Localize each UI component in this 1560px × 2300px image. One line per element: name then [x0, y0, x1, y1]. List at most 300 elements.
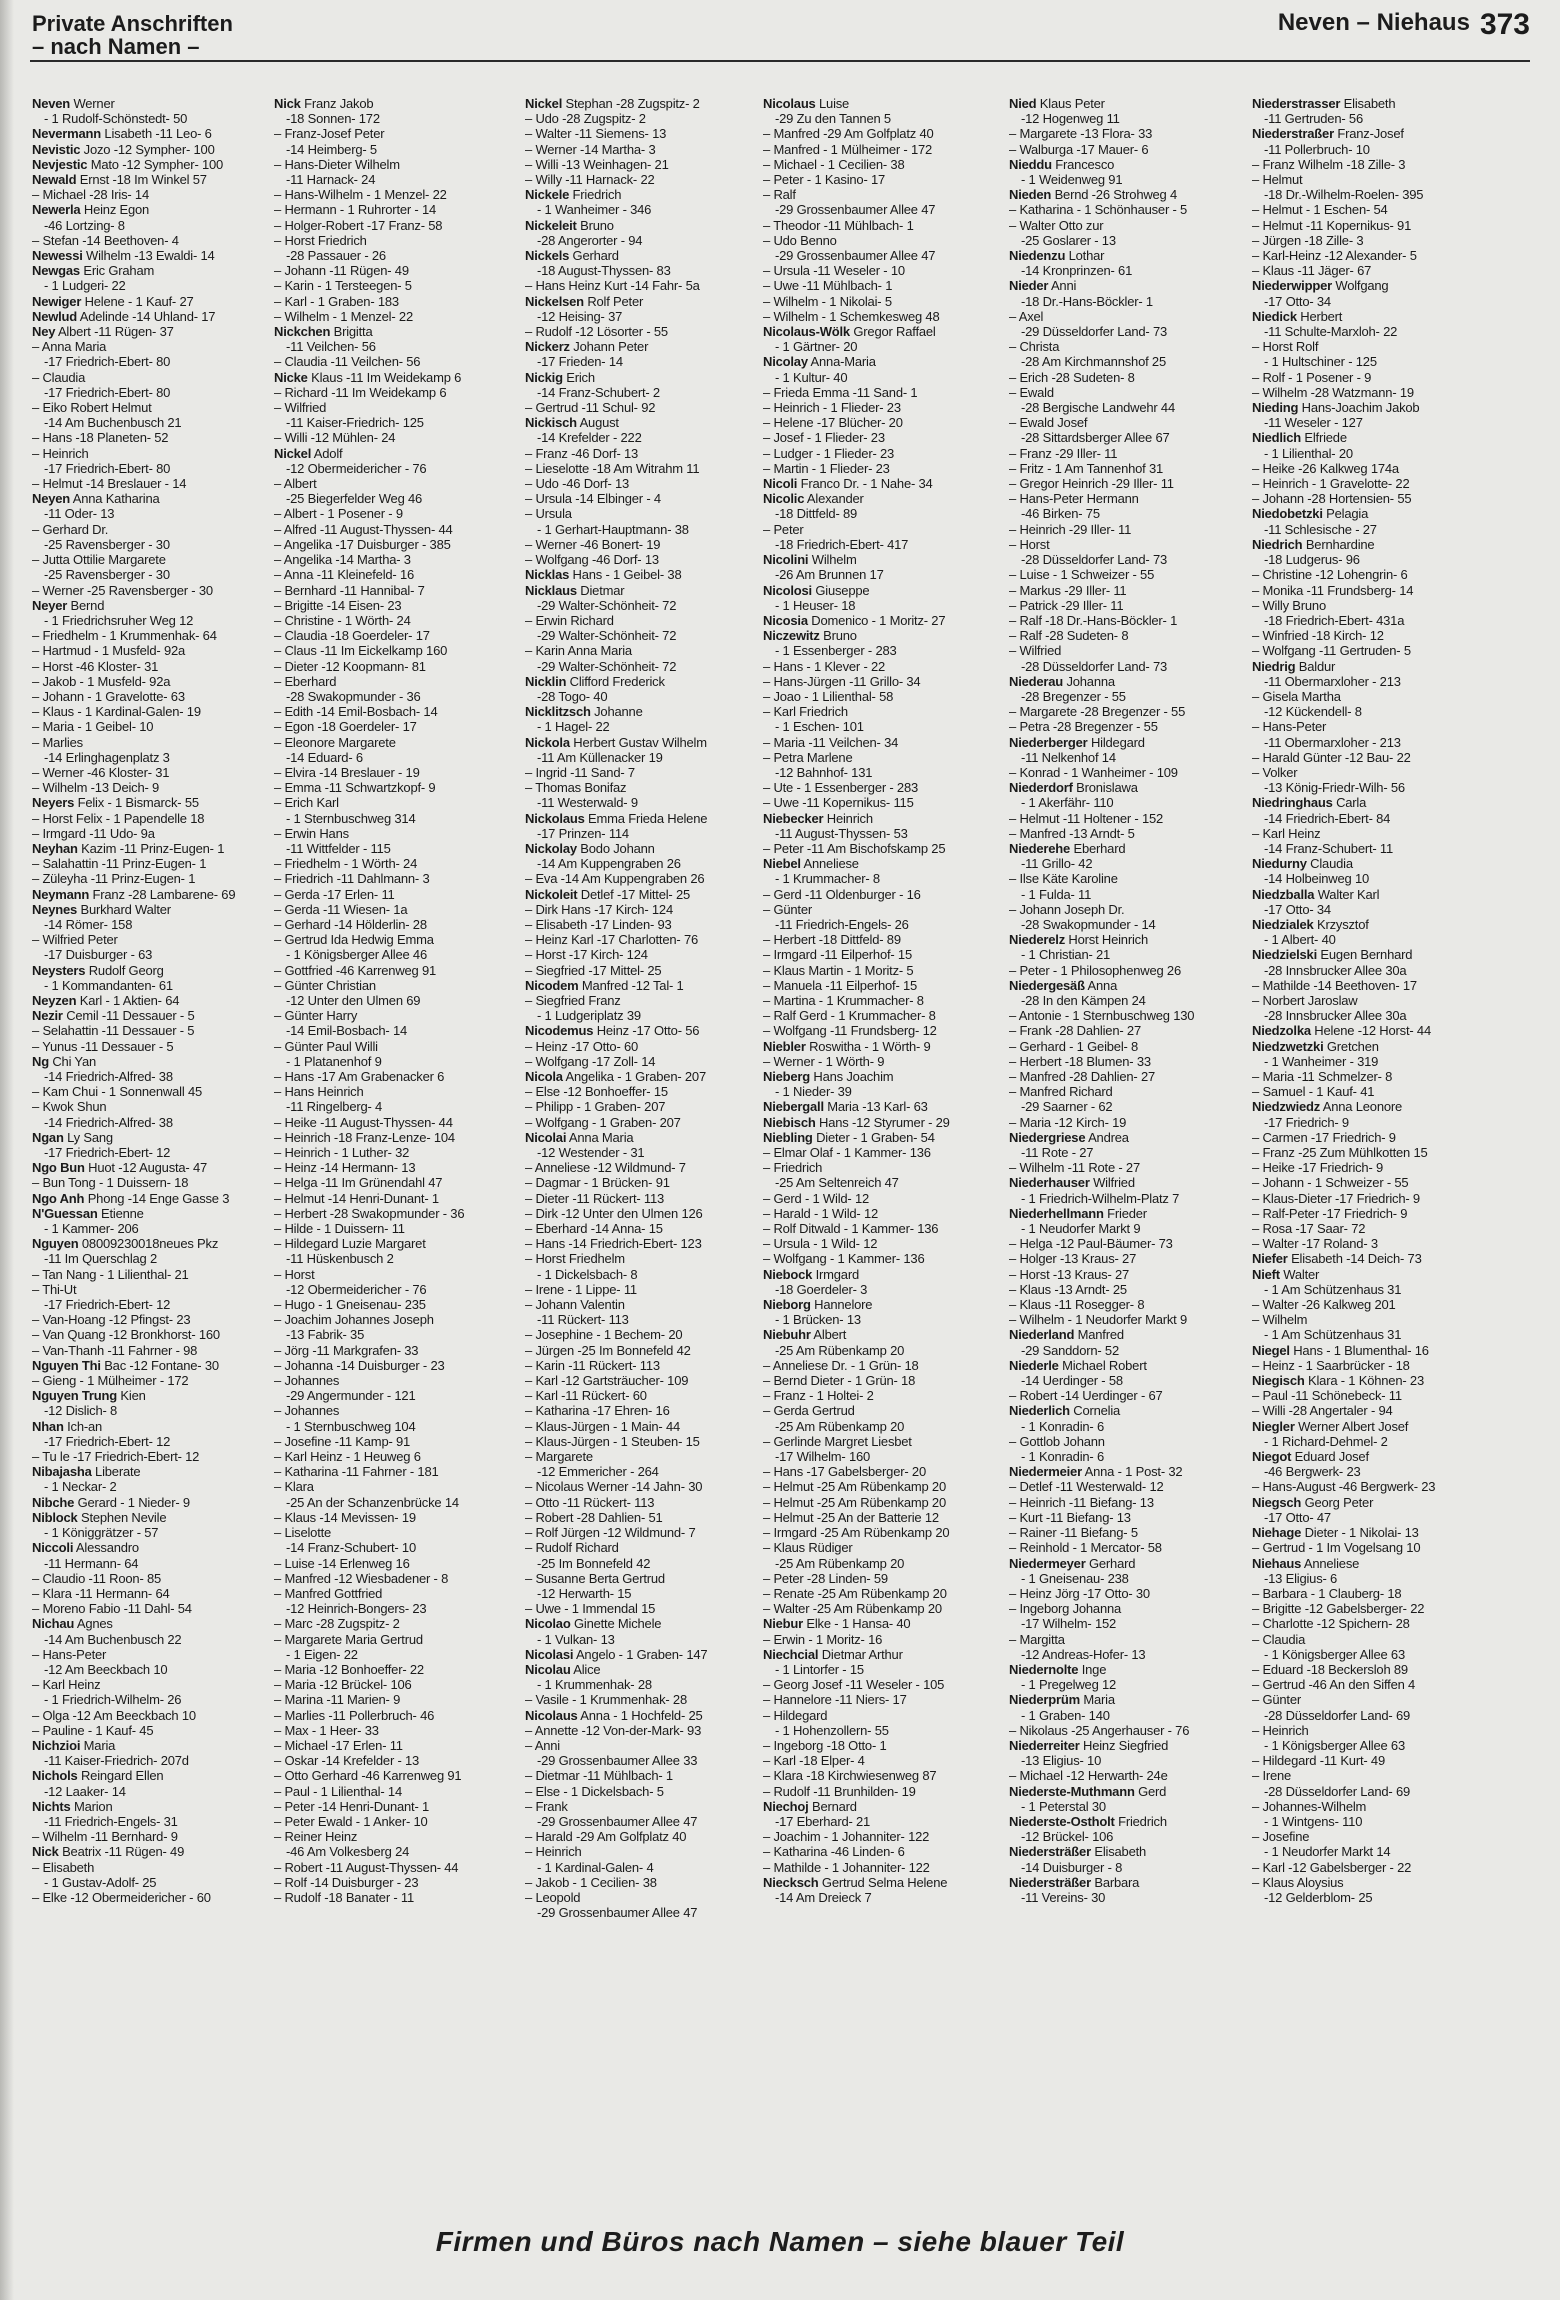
- address-line: -25 An der Schanzenbrücke 14: [286, 1494, 459, 1510]
- directory-entry: – Margitta: [1009, 1631, 1065, 1647]
- directory-entry: – Helmut -25 Am Rübenkamp 20: [763, 1494, 946, 1510]
- directory-entry: – Jutta Ottilie Margarete: [32, 552, 166, 568]
- directory-entry: – Friedhelm - 1 Wörth- 24: [274, 856, 418, 872]
- directory-entry: – Heinrich: [1252, 1722, 1309, 1738]
- directory-entry: – Olga -12 Am Beeckbach 10: [32, 1707, 196, 1723]
- entry-text: Johanna: [1063, 673, 1115, 689]
- entry-text: Bernhardine: [1302, 536, 1375, 552]
- address-line: -14 Kronprinzen- 61: [1021, 263, 1133, 279]
- directory-entry-head: [525, 1708, 763, 1723]
- entry-text: Mato -12 Sympher- 100: [87, 156, 224, 172]
- directory-entry: – Emma -11 Schwartzkopf- 9: [274, 780, 436, 796]
- directory-entry-head: [1009, 1784, 1247, 1799]
- directory-entry: – Walter -25 Am Rübenkamp 20: [763, 1601, 942, 1617]
- directory-entry: – Elmar Olaf - 1 Kammer- 136: [763, 1145, 931, 1161]
- address-line: - 1 Christian- 21: [1021, 947, 1111, 963]
- surname: Niederstrasser: [1252, 96, 1341, 111]
- entry-text: Dieter - 1 Nikolai- 13: [1301, 1525, 1419, 1541]
- address-line: -11 Harnack- 24: [286, 172, 376, 188]
- directory-entry: – Klaus-Jürgen - 1 Steuben- 15: [525, 1433, 700, 1449]
- address-line: -29 Angermunder - 121: [286, 1388, 416, 1404]
- directory-entry: – Marina -11 Marien- 9: [274, 1692, 401, 1708]
- directory-entry: – Hans-Wilhelm - 1 Menzel- 22: [274, 187, 447, 203]
- directory-entry-head: [525, 415, 763, 430]
- surname: Niegisch: [1252, 1373, 1305, 1389]
- surname: Nichts: [32, 1798, 71, 1814]
- directory-entry: – Volker: [1252, 764, 1298, 780]
- directory-entry: – Maria -12 Kirch- 19: [1009, 1114, 1127, 1130]
- directory-entry: – Siegfried -17 Mittel- 25: [525, 962, 662, 978]
- name-range: Neven – Niehaus: [1277, 9, 1470, 36]
- directory-entry: – Thi-Ut: [32, 1281, 77, 1297]
- surname: Niederste-Ostholt: [1009, 1813, 1115, 1829]
- directory-entry-head: [525, 1616, 763, 1631]
- entry-text: Gerhard: [569, 248, 619, 264]
- directory-entry: – Karl Friedrich: [763, 704, 848, 720]
- directory-entry: – Heinz -17 Otto- 60: [525, 1038, 639, 1054]
- directory-entry-head: [1252, 887, 1490, 902]
- address-line: - 1 Krummenhak- 28: [537, 1677, 652, 1693]
- entry-text: Giuseppe: [811, 582, 870, 598]
- directory-entry: – Wolfgang - 1 Graben- 207: [525, 1114, 681, 1130]
- entry-text: Herbert Gustav Wilhelm: [569, 734, 707, 750]
- directory-entry-head: [1252, 278, 1490, 293]
- directory-entry: – Ralf -28 Sudeten- 8: [1009, 628, 1129, 644]
- entry-text: Gerhard: [1085, 1555, 1136, 1571]
- directory-entry: – Hans - 1 Klever - 22: [763, 658, 886, 674]
- directory-entry-head: [1252, 947, 1490, 962]
- directory-entry: – Margarete -13 Flora- 33: [1009, 126, 1153, 142]
- directory-entry: – Tu le -17 Friedrich-Ebert- 12: [32, 1449, 200, 1465]
- address-line: -28 Düsseldorfer Land- 73: [1021, 552, 1168, 568]
- directory-entry-head: [1009, 1738, 1247, 1753]
- address-line: -14 Am Dreieck 7: [775, 1889, 872, 1905]
- directory-entry: – Irene: [1252, 1768, 1292, 1784]
- entry-text: Jozo -12 Sympher- 100: [80, 141, 215, 157]
- directory-entry: – Ursula: [525, 506, 572, 522]
- entry-text: Beatrix -11 Rügen- 49: [58, 1844, 185, 1860]
- address-line: -25 Am Seltenreich 47: [775, 1175, 899, 1191]
- entry-text: Elfriede: [1300, 430, 1347, 446]
- surname: Nicodemus: [525, 1023, 594, 1039]
- address-line: -17 Friedrich-Ebert- 12: [44, 1297, 171, 1313]
- directory-entry: – Horst: [274, 1266, 315, 1282]
- directory-entry-head: [1252, 1039, 1490, 1054]
- address-line: -28 Bergische Landwehr 44: [1021, 400, 1175, 416]
- address-line: -28 Innsbrucker Allee 30a: [1264, 962, 1407, 978]
- surname: Niczewitz: [763, 628, 820, 644]
- directory-entry: – Ute - 1 Essenberger - 283: [763, 780, 919, 796]
- section-title: [32, 12, 233, 58]
- directory-entry-head: [525, 248, 763, 263]
- address-line: -25 Im Bonnefeld 42: [537, 1555, 651, 1571]
- address-line: - 1 Wanheimer - 319: [1264, 1053, 1379, 1069]
- surname: Ney: [32, 324, 56, 340]
- directory-entry: – Manfred - 1 Mülheimer - 172: [763, 141, 933, 157]
- directory-entry: – Reiner Heinz: [274, 1829, 358, 1845]
- address-line: - 1 Nieder- 39: [775, 1084, 852, 1100]
- directory-entry-head: [1252, 1449, 1490, 1464]
- directory-entry: – Alfred -11 August-Thyssen- 44: [274, 521, 453, 537]
- directory-entry-head: [32, 1388, 270, 1403]
- address-line: -13 Eligius- 6: [1264, 1570, 1338, 1586]
- surname: Nied: [1009, 96, 1037, 111]
- surname: Newlud: [32, 308, 78, 324]
- entry-text: Carla: [1332, 795, 1367, 811]
- entry-text: Angelo - 1 Graben- 147: [573, 1646, 708, 1662]
- directory-entry-head: [1009, 978, 1247, 993]
- address-line: -11 Nelkenhof 14: [1021, 749, 1116, 765]
- surname: Niedzielski: [1252, 947, 1317, 963]
- surname: Nhan: [32, 1418, 64, 1434]
- directory-entry: – Fritz - 1 Am Tannenhof 31: [1009, 460, 1164, 476]
- directory-entry: – Klaus - 1 Kardinal-Galen- 19: [32, 704, 201, 720]
- address-line: -29 Zu den Tannen 5: [775, 111, 891, 127]
- surname: Ngo Anh: [32, 1190, 85, 1206]
- directory-entry: – Anna Maria: [32, 339, 107, 355]
- directory-entry: – Robert -14 Uerdinger - 67: [1009, 1388, 1163, 1404]
- surname: Neynes: [32, 901, 78, 917]
- address-line: - 1 Pregelweg 12: [1021, 1677, 1117, 1693]
- directory-entry: – Franz -29 Iller- 11: [1009, 445, 1118, 461]
- entry-text: Luise: [815, 96, 850, 111]
- directory-entry: – Klaus Martin - 1 Moritz- 5: [763, 962, 914, 978]
- address-line: -12 Am Beeckbach 10: [44, 1661, 168, 1677]
- directory-entry: – Martina - 1 Krummacher- 8: [763, 992, 924, 1008]
- directory-entry: – Gerda Gertrud: [763, 1403, 855, 1419]
- directory-entry: – Dieter -11 Rückert- 113: [525, 1190, 665, 1206]
- directory-entry: – Hannelore -11 Niers- 17: [763, 1692, 907, 1708]
- surname: Newald: [32, 172, 77, 188]
- directory-entry: – Maria -12 Brückel- 106: [274, 1677, 412, 1693]
- entry-text: Anna Maria: [566, 1129, 634, 1145]
- address-line: -12 Emmericher - 264: [537, 1464, 659, 1480]
- directory-entry: – Udo Benno: [763, 232, 837, 248]
- directory-entry-head: [763, 856, 1001, 871]
- surname: Niederle: [1009, 1357, 1059, 1373]
- directory-entry-head: [1252, 1267, 1490, 1282]
- entry-text: Hannelore: [810, 1297, 873, 1313]
- directory-entry: – Hans-Peter: [32, 1646, 107, 1662]
- entry-text: Heinz Siegfried: [1079, 1737, 1169, 1753]
- directory-entry: – Jörg -11 Markgrafen- 33: [274, 1342, 419, 1358]
- directory-entry-head: [1252, 1373, 1490, 1388]
- directory-entry: – Samuel - 1 Kauf- 41: [1252, 1084, 1375, 1100]
- directory-entry: – Wilfried: [274, 400, 327, 416]
- entry-text: Dieter - 1 Graben- 54: [812, 1129, 935, 1145]
- directory-entry: – Monika -11 Frundsberg- 14: [1252, 582, 1414, 598]
- surname: Nicosia: [763, 612, 808, 628]
- entry-text: Ich-an: [63, 1418, 103, 1434]
- directory-entry: – Horst Rolf: [1252, 339, 1319, 355]
- address-line: -25 Biegerfelder Weg 46: [286, 491, 423, 507]
- directory-entry: – Michael -17 Erlen- 11: [274, 1737, 403, 1753]
- directory-entry: – Katharina -17 Ehren- 16: [525, 1403, 670, 1419]
- directory-entry: – Johannes-Wilhelm: [1252, 1798, 1367, 1814]
- surname: Niederhellmann: [1009, 1205, 1104, 1221]
- address-line: -11 Obermarxloher - 213: [1264, 673, 1401, 689]
- entry-text: Heinz Egon: [80, 202, 150, 218]
- address-line: - 1 Lintorfer - 15: [775, 1661, 864, 1677]
- directory-entry: – Walter Otto zur: [1009, 217, 1104, 233]
- directory-entry: – Klaus -11 Jäger- 67: [1252, 263, 1372, 279]
- address-line: -11 Friedrich-Engels- 31: [44, 1813, 178, 1829]
- directory-entry: – Karl -18 Elper- 4: [763, 1753, 865, 1769]
- directory-entry: – Bernhard -11 Hannibal- 7: [274, 582, 425, 598]
- directory-entry: – Herbert -28 Swakopmunder - 36: [274, 1205, 465, 1221]
- directory-entry-head: [1009, 1844, 1247, 1859]
- surname: Niebling: [763, 1129, 813, 1145]
- address-line: - 1 Brücken- 13: [775, 1312, 861, 1328]
- directory-entry-head: [525, 841, 763, 856]
- surname: Niedermeier: [1009, 1464, 1082, 1480]
- directory-entry-head: [763, 1267, 1001, 1282]
- address-line: -26 Am Brunnen 17: [775, 567, 884, 583]
- directory-entry-head: [1252, 1495, 1490, 1510]
- entry-text: Rudolf Georg: [85, 962, 164, 978]
- directory-entry-head: [32, 1358, 270, 1373]
- surname: Niederreiter: [1009, 1737, 1080, 1753]
- address-line: - 1 Lilienthal- 20: [1264, 445, 1353, 461]
- entry-text: Bodo Johann: [576, 840, 655, 856]
- directory-entry-head: [1252, 309, 1490, 324]
- directory-entry: – Wilhelm - 1 Nikolai- 5: [763, 293, 892, 309]
- directory-entry-head: [32, 202, 270, 217]
- surname: Nicolasi: [525, 1646, 574, 1662]
- address-line: -14 Franz-Schubert- 10: [286, 1540, 416, 1556]
- surname: Nicolay: [763, 354, 808, 370]
- surname: Nevermann: [32, 126, 102, 142]
- surname: Nickelsen: [525, 293, 584, 309]
- address-line: -14 Uerdinger - 58: [1021, 1373, 1123, 1389]
- directory-entry: – Walter -26 Kalkweg 201: [1252, 1297, 1396, 1313]
- address-line: - 1 Gerhart-Hauptmann- 38: [537, 521, 689, 537]
- entry-text: Walter Karl: [1314, 886, 1380, 902]
- surname: Niebisch: [763, 1114, 816, 1130]
- directory-entry: – Luise - 1 Schweizer - 55: [1009, 567, 1155, 583]
- directory-entry: – Franz -46 Dorf- 13: [525, 445, 639, 461]
- directory-columns: [32, 96, 1534, 2206]
- address-line: -25 Am Rübenkamp 20: [775, 1342, 905, 1358]
- directory-entry: – Karl -12 Gartsträucher- 109: [525, 1373, 689, 1389]
- surname: Niederprüm: [1009, 1692, 1080, 1708]
- directory-entry: – Friedhelm - 1 Krummenhak- 64: [32, 628, 217, 644]
- surname: Niederehe: [1009, 840, 1071, 856]
- address-line: -17 Friedrich-Ebert- 12: [44, 1433, 171, 1449]
- address-line: - 1 Sternbuschweg 104: [286, 1418, 416, 1434]
- directory-entry: – Brigitte -14 Eisen- 23: [274, 597, 402, 613]
- address-line: - 1 Friedrich-Wilhelm-Platz 7: [1021, 1190, 1180, 1206]
- address-line: -12 Dislich- 8: [44, 1403, 118, 1419]
- directory-entry: – Hans -17 Am Grabenacker 6: [274, 1069, 445, 1084]
- directory-entry-head: [1252, 659, 1490, 674]
- surname: Niederstraßer: [1252, 126, 1334, 142]
- entry-text: Anni: [1048, 278, 1077, 294]
- directory-entry: – Klara: [274, 1479, 314, 1495]
- address-line: -28 Düsseldorfer Land- 69: [1264, 1707, 1411, 1723]
- address-line: - 1 Hagel- 22: [537, 719, 610, 735]
- directory-entry: – Hans Heinrich: [274, 1084, 364, 1100]
- directory-entry: – Gertrud -46 An den Siffen 4: [1252, 1677, 1416, 1693]
- directory-entry: – Klara -11 Hermann- 64: [32, 1585, 170, 1601]
- entry-text: Maria -13 Karl- 63: [823, 1099, 928, 1115]
- directory-entry: – Klara -18 Kirchwiesenweg 87: [763, 1768, 937, 1784]
- directory-entry: – Salahattin -11 Prinz-Eugen- 1: [32, 856, 207, 872]
- entry-text: Chi Yan: [48, 1053, 96, 1069]
- surname: Nick: [32, 1844, 59, 1860]
- entry-text: Gretchen: [1323, 1038, 1379, 1054]
- surname: Niebel: [763, 856, 801, 872]
- entry-text: Phong -14 Enge Gasse 3: [84, 1190, 230, 1206]
- surname: Niederwipper: [1252, 278, 1332, 294]
- entry-text: Clifford Frederick: [566, 673, 665, 689]
- directory-entry: – Heinrich -29 Iller- 11: [1009, 521, 1132, 537]
- directory-entry: – Wolfgang -46 Dorf- 13: [525, 552, 659, 568]
- entry-text: Elisabeth: [1090, 1844, 1147, 1860]
- directory-entry: – Selahattin -11 Dessauer - 5: [32, 1023, 195, 1039]
- entry-text: Anneliese: [800, 856, 859, 872]
- address-line: -29 Saarner - 62: [1021, 1099, 1113, 1115]
- entry-text: Walter: [1279, 1266, 1320, 1282]
- address-line: - 1 Sternbuschweg 314: [286, 810, 416, 826]
- directory-entry: – Manfred -12 Wiesbadener - 8: [274, 1570, 449, 1586]
- directory-entry: – Ingeborg -18 Otto- 1: [763, 1737, 887, 1753]
- directory-entry: – Karl - 1 Graben- 183: [274, 293, 399, 309]
- surname: Niegler: [1252, 1418, 1295, 1434]
- directory-entry: – Horst -17 Kirch- 124: [525, 947, 648, 963]
- address-line: -46 Bergwerk- 23: [1264, 1464, 1361, 1480]
- surname: Niebur: [763, 1616, 803, 1632]
- directory-entry: – Gertrud -11 Schul- 92: [525, 400, 656, 416]
- directory-entry-head: [525, 887, 763, 902]
- directory-entry: – Irene - 1 Lippe- 11: [525, 1281, 637, 1297]
- address-line: - 1 Hohenzollern- 55: [775, 1722, 889, 1738]
- directory-entry: – Hildegard -11 Kurt- 49: [1252, 1753, 1385, 1769]
- address-line: -46 Lortzing- 8: [44, 217, 125, 233]
- entry-text: Georg Peter: [1301, 1494, 1374, 1510]
- directory-entry: – Willi -28 Angertaler - 94: [1252, 1403, 1393, 1419]
- directory-entry: – Gertrud - 1 Im Vogelsang 10: [1252, 1540, 1421, 1556]
- directory-entry: – Wilhelm -11 Bernhard- 9: [32, 1829, 178, 1845]
- address-line: -14 Franz-Schubert- 11: [1264, 840, 1394, 856]
- directory-entry: – Heinz Karl -17 Charlotten- 76: [525, 932, 699, 948]
- entry-text: Ernst -18 Im Winkel 57: [76, 172, 207, 188]
- surname: Neyhan: [32, 840, 78, 856]
- directory-entry: – Wilhelm - 1 Neudorfer Markt 9: [1009, 1312, 1188, 1328]
- directory-entry: – Helmut -25 Am Rübenkamp 20: [763, 1479, 946, 1495]
- directory-entry: – Van-Thanh -11 Fahrner - 98: [32, 1342, 198, 1358]
- directory-entry: – Klaus Aloysius: [1252, 1874, 1344, 1890]
- directory-entry: – Anna -11 Kleinefeld- 16: [274, 567, 415, 583]
- directory-entry: – Dagmar - 1 Brücken- 91: [525, 1175, 670, 1191]
- entry-text: Eduard Josef: [1291, 1449, 1369, 1465]
- address-line: - 1 Königsberger Allee 63: [1264, 1737, 1405, 1753]
- directory-entry: – Uwe -11 Kopernikus- 115: [763, 795, 914, 811]
- address-line: -17 Duisburger - 63: [44, 947, 153, 963]
- address-line: - 1 Eigen- 22: [286, 1646, 358, 1662]
- directory-entry: – Josefine -11 Kamp- 91: [274, 1433, 411, 1449]
- entry-text: Albert -11 Rügen- 37: [55, 324, 174, 340]
- directory-entry: – Helmut: [1252, 172, 1303, 188]
- entry-text: Albert: [810, 1327, 847, 1343]
- surname: Nichzioi: [32, 1737, 81, 1753]
- address-line: -12 Hogenweg 11: [1021, 111, 1120, 127]
- directory-entry: – Josef - 1 Flieder- 23: [763, 430, 885, 446]
- entry-text: Reingard Ellen: [77, 1768, 164, 1784]
- directory-entry: – Jakob - 1 Musfeld- 92a: [32, 673, 171, 689]
- address-line: -46 Am Volkesberg 24: [286, 1844, 410, 1860]
- directory-entry: – Udo -28 Zugspitz- 2: [525, 111, 646, 127]
- surname: Niebler: [763, 1038, 806, 1054]
- page-range-header: [1278, 8, 1530, 42]
- surname: Niederhauser: [1009, 1175, 1090, 1191]
- footer-note: Firmen und Büros nach Namen – siehe blauer Teil: [435, 2226, 1125, 2257]
- address-line: - 1 Richard-Dehmel- 2: [1264, 1433, 1388, 1449]
- directory-entry-head: [32, 172, 270, 187]
- entry-text: Werner: [70, 96, 115, 111]
- address-line: - 1 Peterstal 30: [1021, 1798, 1106, 1814]
- directory-entry: – Carmen -17 Friedrich- 9: [1252, 1129, 1396, 1145]
- surname: Nieft: [1252, 1266, 1280, 1282]
- directory-entry: – Heike -17 Friedrich- 9: [1252, 1160, 1384, 1176]
- directory-entry-head: [32, 491, 270, 506]
- directory-entry-head: [32, 309, 270, 324]
- directory-entry: – Claudio -11 Roon- 85: [32, 1570, 162, 1586]
- address-line: - 1 Wanheimer - 346: [537, 202, 652, 218]
- directory-entry-head: [1009, 674, 1247, 689]
- surname: Niedzialek: [1252, 916, 1314, 932]
- directory-entry: – Gisela Martha: [1252, 688, 1341, 704]
- address-line: - 1 Eschen- 101: [775, 719, 864, 735]
- address-line: -14 Friedrich-Ebert- 84: [1264, 810, 1391, 826]
- entry-text: Ginette Michele: [570, 1616, 662, 1632]
- surname: Neysters: [32, 962, 86, 978]
- address-line: -14 Heimberg- 5: [286, 141, 377, 157]
- directory-entry: – Erich Karl: [274, 795, 339, 811]
- directory-entry: – Maria -12 Bonhoeffer- 22: [274, 1661, 424, 1677]
- entry-text: Klara - 1 Köhnen- 23: [1304, 1373, 1424, 1389]
- address-line: - 1 Neudorfer Markt 14: [1264, 1844, 1391, 1860]
- directory-entry: – Wolfgang -11 Gertruden- 5: [1252, 643, 1411, 659]
- surname: Neyzen: [32, 992, 77, 1008]
- directory-entry: – Paul - 1 Lilienthal- 14: [274, 1783, 402, 1799]
- address-line: -18 Ludgerus- 96: [1264, 552, 1360, 568]
- surname: Niedernolte: [1009, 1661, 1079, 1677]
- directory-entry: – Hans -17 Gabelsberger- 20: [763, 1464, 926, 1480]
- address-line: -11 Wittfelder - 115: [286, 840, 391, 856]
- directory-column-2: [274, 96, 512, 2206]
- directory-entry: – Claudia: [1252, 1631, 1306, 1647]
- surname: Nieding: [1252, 400, 1299, 416]
- entry-text: Alessandro: [73, 1540, 139, 1556]
- directory-entry: – Friedrich: [763, 1160, 823, 1176]
- directory-entry: – Werner -46 Bonert- 19: [525, 536, 661, 552]
- directory-entry: – Michael - 1 Cecilien- 38: [763, 156, 905, 172]
- entry-text: Lisabeth -11 Leo- 6: [101, 126, 212, 142]
- address-line: -11 Hermann- 64: [44, 1555, 139, 1571]
- directory-entry: – Wilfried Peter: [32, 932, 118, 948]
- page-number: 373: [1479, 8, 1530, 41]
- surname: Niebock: [763, 1266, 813, 1282]
- directory-entry-head: [525, 811, 763, 826]
- directory-entry: – Wilhelm -13 Deich- 9: [32, 780, 160, 796]
- entry-text: Bernd: [67, 597, 105, 613]
- directory-entry: – Wolfgang -11 Frundsberg- 12: [763, 1023, 937, 1039]
- surname: Newiger: [32, 293, 82, 309]
- surname: Nicola: [525, 1069, 563, 1084]
- entry-text: Maria: [1079, 1692, 1115, 1708]
- surname: Niebergall: [763, 1099, 824, 1115]
